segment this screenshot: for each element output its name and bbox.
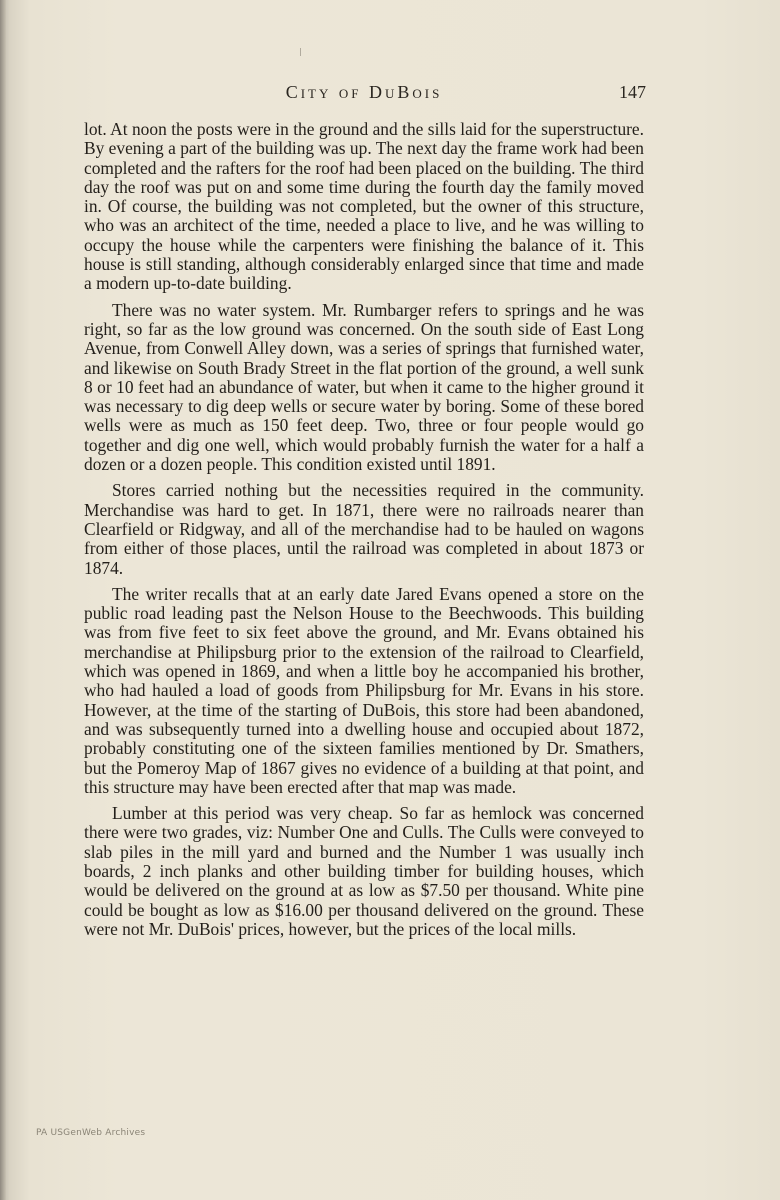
paragraph-2: There was no water system. Mr. Rumbarger refers to springs and he was right, so far as the low ground was concerned. On the south side of East Long Avenue, from Conwell Alley down, was a series of springs that furnished water, and likewise on South Brady Street in the flat portion of the ground, a well sunk 8 or 10 feet had an abundance of water, but when it came to the higher ground it was necessary to dig deep wells or secure water by boring. Some of these bored wells were as much as 150 feet deep. Two, three or four people would go together and dig one well, which would probably furnish the water for a half a dozen or a dozen people. This condition existed until 1891. [84,299,644,475]
paragraph-4: The writer recalls that at an early date Jared Evans opened a store on the public road leading past the Nelson House to the Beechwoods. This building was from five feet to six feet above the ground, and Mr. Evans obtained his merchandise at Philipsburg prior to the extension of the railroad to Clearfield, which was opened in 1869, and when a little boy he accompanied his brother, who had hauled a load of goods from Philipsburg for Mr. Evans in his store. However, at the time of the starting of DuBois, this store had been abandoned, and was subsequently turned into a dwelling house and occupied about 1872, probably constituting one of the sixteen families mentioned by Dr. Smathers, but the Pomeroy Map of 1867 gives no evidence of a building at that point, and this structure may have been erected after that map was made. [84,583,644,797]
archive-watermark: PA USGenWeb Archives [36,1128,146,1138]
running-title: City of DuBois [285,82,443,102]
body-text [84,120,644,946]
page-header [84,82,644,106]
paragraph-1: lot. At noon the posts were in the ground and the sills laid for the superstructure. By evening a part of the building was up. The next day the frame work had been completed and the rafters for the roof had been placed on the building. The third day the roof was put on and some time during the fourth day the family moved in. Of course, the building was not completed, but the owner of this structure, who was an architect of the time, needed a place to live, and he was willing to occupy the house while the carpenters were finishing the balance of it. This house is still standing, although considerably enlarged since that time and made a modern up-to-date building. [84,119,644,294]
paragraph-3: Stores carried nothing but the necessities required in the community. Merchandise was hard to get. In 1871, there were no railroads nearer than Clearfield or Ridgway, and all of the merchandise had to be hauled on wagons from either of those places, until the railroad was completed in about 1873 or 1874. [84,480,644,578]
page-spine-shadow [0,0,6,1200]
printer-tick-mark [300,48,301,56]
page-number: 147 [619,82,646,102]
paragraph-5: Lumber at this period was very cheap. So far as hemlock was concerned there were two grades, viz: Number One and Culls. The Culls were conveyed to slab piles in the mill yard and burned and the Number 1 was usually inch boards, 2 inch planks and other building timber for building houses, which would be delivered on the ground at as low as $7.50 per thousand. White pine could be bought as low as $16.00 per thousand delivered on the ground. These were not Mr. DuBois' prices, however, but the prices of the local mills. [84,803,644,939]
